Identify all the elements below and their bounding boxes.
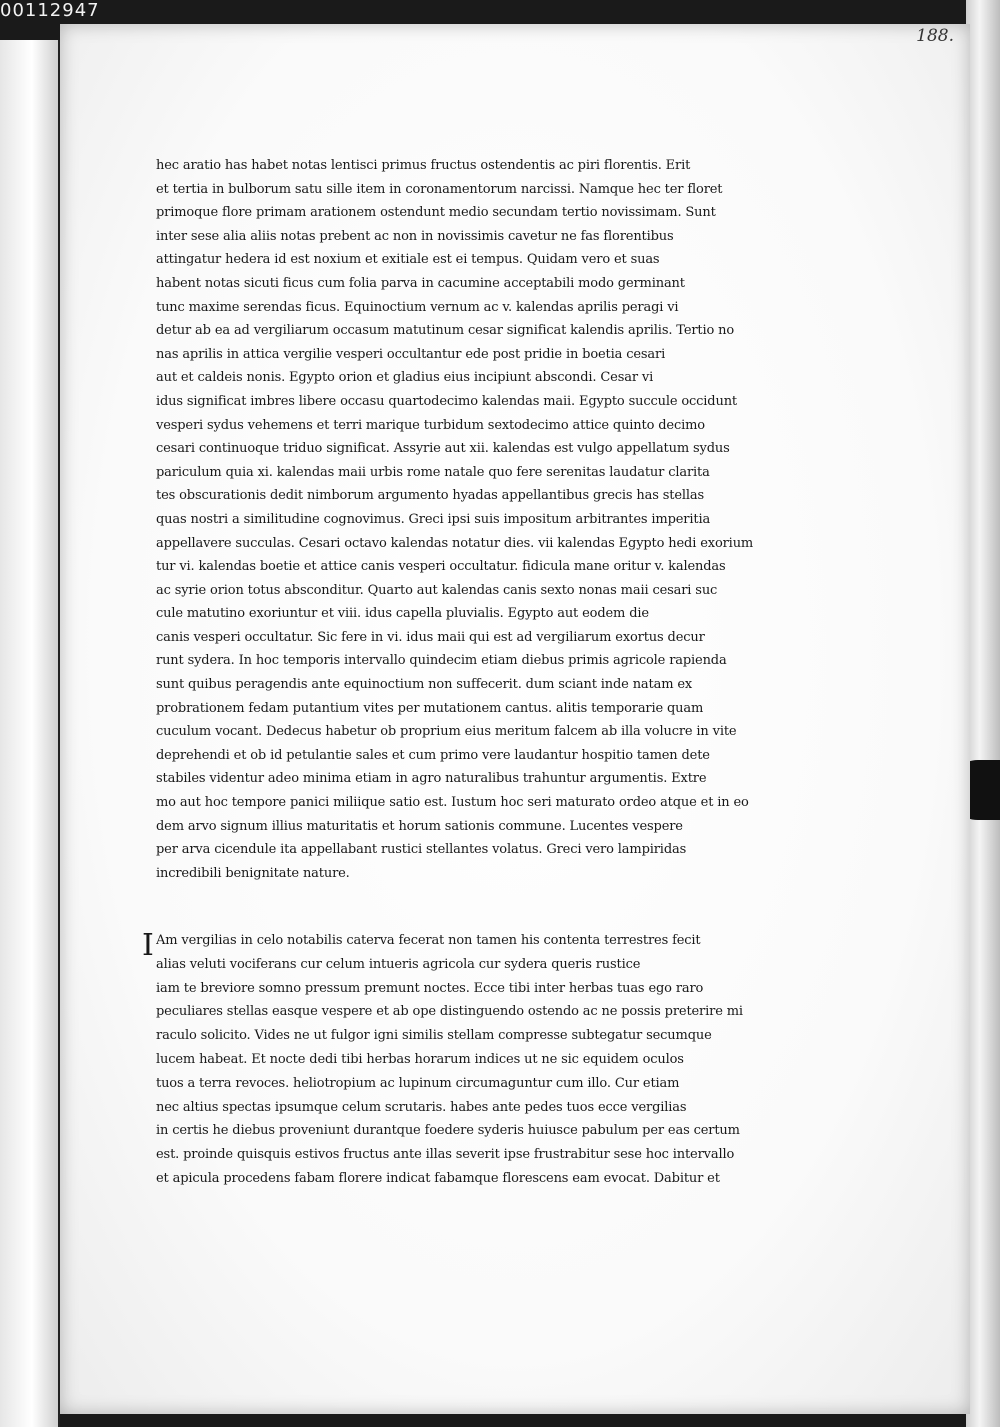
folio-number: 188. (916, 26, 954, 46)
text-line: inter sese alia aliis notas prebent ac non in novissimis cavetur ne fas florentibus (156, 228, 674, 244)
text-line: tes obscurationis dedit nimborum argumento hyadas appellantibus grecis has stellas (156, 488, 705, 504)
text-line: et apicula procedens fabam florere indicat fabamque florescens eam evocat. Dabitur et (156, 1170, 720, 1186)
text-line: probrationem fedam putantium vites per mutationem cantus. alitis temporarie quam (156, 700, 704, 716)
text-line: detur ab ea ad vergiliarum occasum matutinum cesar significat kalendis aprilis. Tertio no (156, 323, 735, 339)
text-line: cuculum vocant. Dedecus habetur ob proprium eius meritum falcem ab illa volucre in vite (156, 724, 737, 740)
text-line: appellavere succulas. Cesari octavo kalendas notatur dies. vii kalendas Egypto hedi exorium (156, 535, 754, 551)
text-line: dem arvo signum illius maturitatis et horum sationis commune. Lucentes vespere (156, 818, 683, 834)
text-line: aut et caldeis nonis. Egypto orion et gladius eius incipiunt abscondi. Cesar vi (156, 370, 654, 386)
text-line: nas aprilis in attica vergilie vesperi occultantur ede post pridie in boetia cesari (156, 346, 666, 362)
paragraph-1 (156, 154, 816, 885)
text-line: attingatur hedera id est noxium et exitiale est ei tempus. Quidam vero et suas (156, 252, 660, 268)
text-line: canis vesperi occultatur. Sic fere in vi. idus maii qui est ad vergiliarum exortus decur (156, 629, 705, 645)
text-line: vesperi sydus vehemens et terri marique turbidum sextodecimo attice quinto decimo (156, 417, 705, 433)
text-line: mo aut hoc tempore panici miliique satio est. Iustum hoc seri maturato ordeo atque et in eo (156, 795, 749, 811)
initial-letter: I (142, 928, 154, 963)
text-line: hec aratio has habet notas lentisci primus fructus ostendentis ac piri florentis. Erit (156, 158, 691, 173)
text-line: cesari continuoque triduo significat. Assyrie aut xii. kalendas est vulgo appellatum sydus (156, 441, 730, 457)
text-line: in certis he diebus proveniunt durantque foedere syderis huiusce pabulum per eas certum (156, 1123, 740, 1139)
text-line: est. proinde quisquis estivos fructus ante illas severit ipse frustrabitur sese hoc intervallo (156, 1147, 735, 1163)
text-line: quas nostri a similitudine cognovimus. Greci ipsi suis impositum arbitrantes imperitia (156, 511, 711, 527)
text-line: lucem habeat. Et nocte dedi tibi herbas horarum indices ut ne sic equidem oculos (156, 1051, 684, 1067)
text-line: iam te breviore somno pressum premunt noctes. Ecce tibi inter herbas tuas ego raro (156, 980, 704, 996)
scan-identifier: 00112947 (0, 0, 100, 21)
text-line: et tertia in bulborum satu sille item in coronamentorum narcissi. Namque hec ter floret (156, 181, 723, 197)
text-line: sunt quibus peragendis ante equinoctium non suffecerit. dum sciant inde natam ex (156, 677, 693, 693)
text-line: idus significat imbres libere occasu quartodecimo kalendas maii. Egypto succule occidunt (156, 393, 737, 409)
text-line: nec altius spectas ipsumque celum scrutaris. habes ante pedes tuos ecce vergilias (156, 1099, 687, 1115)
text-line: deprehendi et ob id petulantie sales et cum primo vere laudantur hospitio tamen dete (156, 747, 710, 763)
text-line: tunc maxime serendas ficus. Equinoctium vernum ac v. kalendas aprilis peragi vi (156, 299, 679, 315)
text-line: cule matutino exoriuntur et viii. idus capella pluvialis. Egypto aut eodem die (156, 606, 649, 622)
text-line: habent notas sicuti ficus cum folia parva in cacumine acceptabili modo germinant (156, 275, 685, 291)
facing-page-edge (0, 40, 60, 1427)
paragraph-2 (142, 928, 816, 1191)
text-line: primoque flore primam arationem ostendunt medio secundam tertio novissimam. Sunt (156, 205, 716, 221)
text-line: raculo solicito. Vides ne ut fulgor igni similis stellam compresse subtegatur secumque (156, 1028, 712, 1044)
manuscript-page (60, 24, 970, 1414)
text-line: Am vergilias in celo notabilis caterva fecerat non tamen his contenta terrestres fecit (156, 933, 701, 948)
text-line: ac syrie orion totus absconditur. Quarto aut kalendas canis sexto nonas maii cesari suc (156, 582, 718, 598)
text-line: stabiles videntur adeo minima etiam in agro naturalibus trahuntur argumentis. Extre (156, 771, 707, 787)
text-line: peculiares stellas easque vespere et ab ope distinguendo ostendo ac ne possis preterire mi (156, 1004, 743, 1020)
text-line: tuos a terra revoces. heliotropium ac lupinum circumaguntur cum illo. Cur etiam (156, 1075, 680, 1091)
text-line: alias veluti vociferans cur celum intueris agricola cur sydera queris rustice (156, 956, 641, 972)
text-line: pariculum quia xi. kalendas maii urbis rome natale quo fere serenitas laudatur clarita (156, 464, 710, 480)
text-line: incredibili benignitate nature. (156, 865, 350, 881)
page-stack-edge (966, 0, 1000, 1427)
text-line: per arva cicendule ita appellabant rustici stellantes volatus. Greci vero lampiridas (156, 842, 687, 858)
text-line: runt sydera. In hoc temporis intervallo quindecim etiam diebus primis agricole rapienda (156, 653, 727, 669)
text-line: tur vi. kalendas boetie et attice canis vesperi occultatur. fidicula mane oritur v. kalendas (156, 559, 726, 575)
